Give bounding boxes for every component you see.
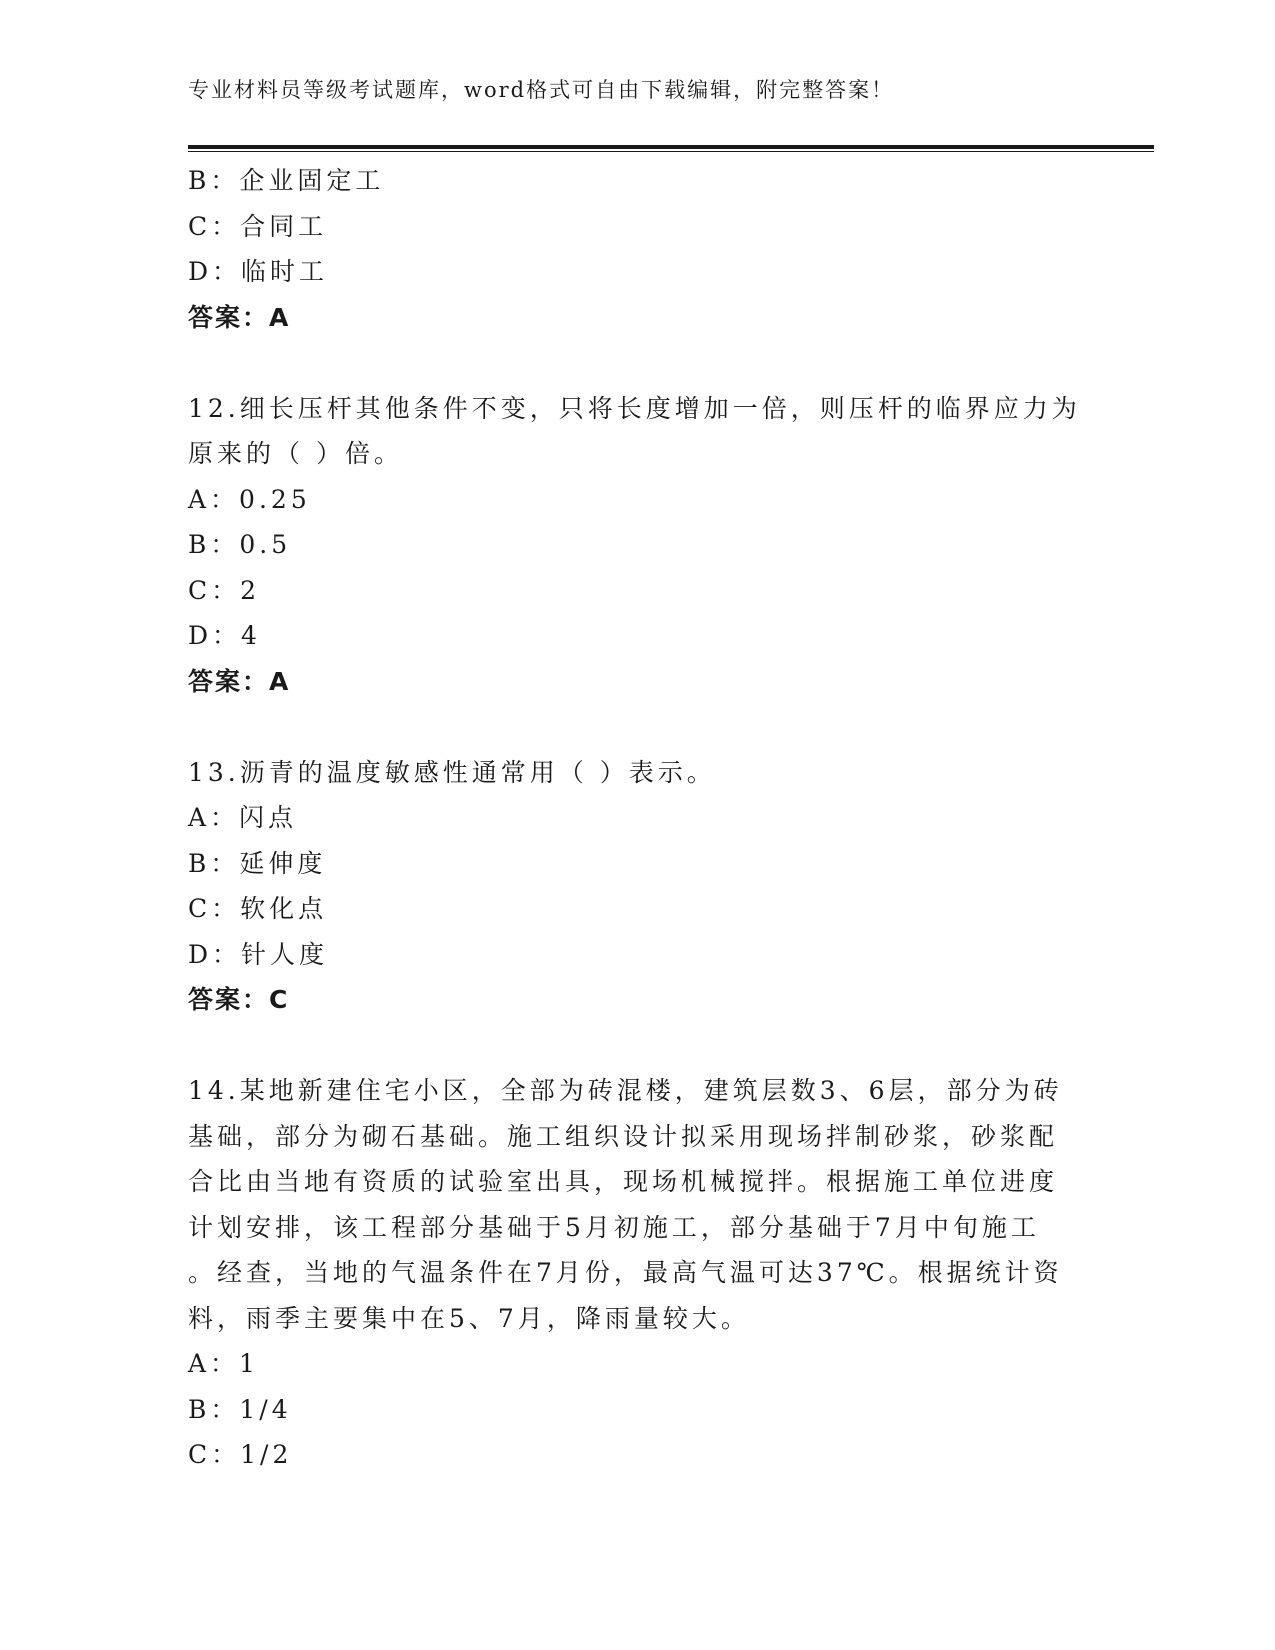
option-b: B：1/4 [188, 1394, 292, 1424]
option-b: B：延伸度 [188, 848, 327, 878]
answer-line: 答案：A [188, 302, 291, 332]
option-b: B：企业固定工 [188, 166, 385, 195]
option-c: C：2 [188, 575, 261, 605]
question-block-13 [188, 750, 1068, 1023]
question-stem-line: 。经查，当地的气温条件在7月份，最高气温可达37℃。根据统计资 [188, 1258, 1063, 1287]
spacer [188, 704, 1068, 750]
page-header: 专业材料员等级考试题库，word格式可自由下载编辑，附完整答案！ [188, 78, 895, 102]
question-stem-line: 料，雨季主要集中在5、7月，降雨量较大。 [188, 1303, 750, 1333]
question-block-12 [188, 386, 1081, 705]
question-stem-line: 12.细长压杆其他条件不变，只将长度增加一倍，则压杆的临界应力为 [188, 393, 1081, 423]
answer-line: 答案：C [188, 985, 290, 1014]
answer-line: 答案：A [188, 666, 291, 696]
option-a: A：0.25 [188, 484, 311, 514]
option-c: C：软化点 [188, 894, 328, 923]
question-list [188, 158, 1081, 1478]
option-a: A：闪点 [188, 803, 298, 832]
option-d: D：针人度 [188, 939, 329, 969]
header-rule-thin [188, 151, 1154, 152]
question-block-14 [188, 1068, 1068, 1478]
option-c: C：合同工 [188, 211, 328, 241]
question-stem-line: 合比由当地有资质的试验室出具，现场机械搅拌。根据施工单位进度 [188, 1167, 1059, 1196]
question-stem-line: 13.沥青的温度敏感性通常用（ ）表示。 [188, 757, 716, 787]
option-c: C：1/2 [188, 1440, 293, 1469]
spacer [188, 340, 1068, 386]
question-stem-line: 14.某地新建住宅小区，全部为砖混楼，建筑层数3、6层，部分为砖 [188, 1076, 1063, 1105]
option-b: B：0.5 [188, 530, 292, 559]
question-stem-line: 基础，部分为砌石基础。施工组织设计拟采用现场拌制砂浆，砂浆配 [188, 1121, 1059, 1151]
question-block-11 [188, 158, 1068, 340]
option-d: D：4 [188, 621, 261, 650]
spacer [188, 1023, 1068, 1069]
option-a: A：1 [188, 1349, 259, 1378]
question-stem-line: 原来的（ ）倍。 [188, 439, 403, 468]
header-rule-thick [188, 145, 1154, 149]
question-stem-line: 计划安排，该工程部分基础于5月初施工，部分基础于7月中旬施工 [188, 1212, 1040, 1242]
option-d: D：临时工 [188, 257, 329, 286]
